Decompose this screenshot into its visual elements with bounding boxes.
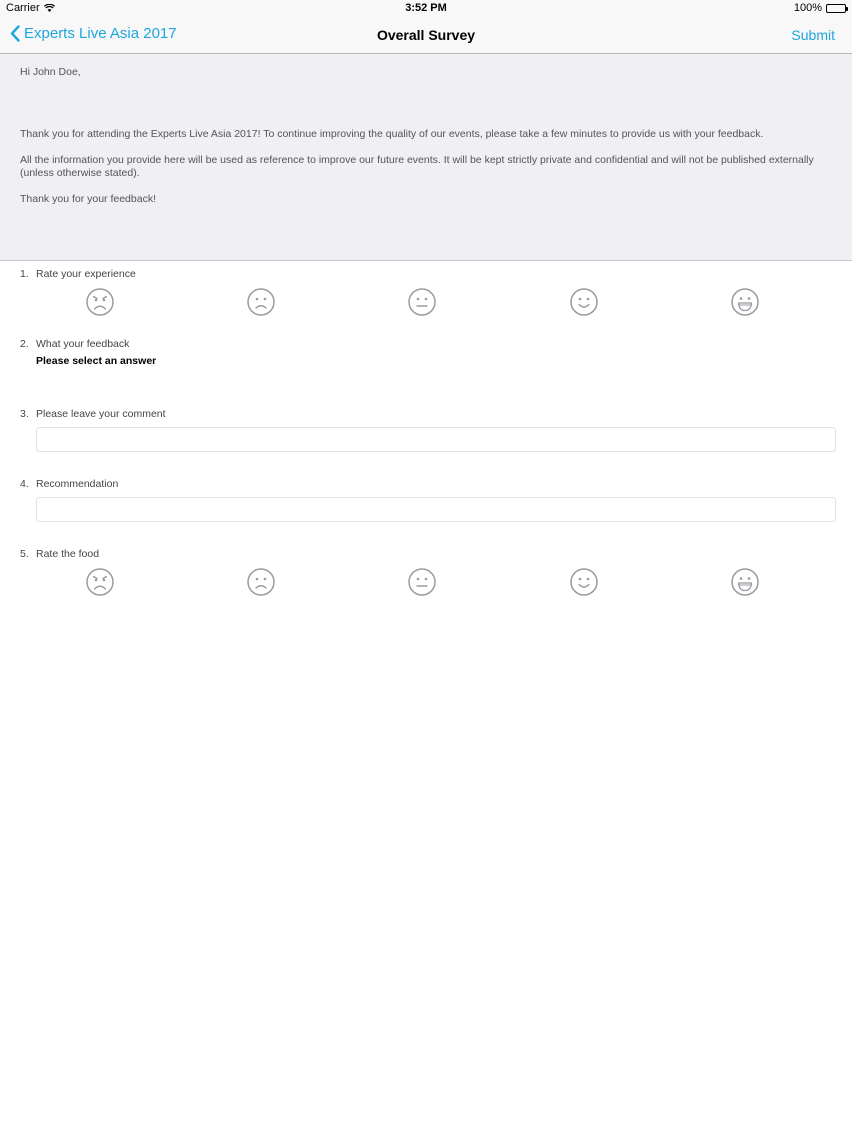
sad-face-icon[interactable]	[246, 567, 276, 597]
happy-face-icon[interactable]	[569, 287, 599, 317]
neutral-face-icon[interactable]	[407, 287, 437, 317]
very-happy-face-icon[interactable]	[730, 287, 760, 317]
question-number: 5.	[20, 548, 29, 560]
submit-button[interactable]: Submit	[791, 27, 835, 43]
neutral-face-icon[interactable]	[407, 567, 437, 597]
question-label: Please leave your comment	[36, 408, 166, 420]
question-label: Rate the food	[36, 548, 100, 560]
comment-input[interactable]	[36, 427, 836, 452]
very-sad-face-icon[interactable]	[85, 567, 115, 597]
recommendation-input[interactable]	[36, 497, 836, 522]
question-5	[20, 548, 836, 599]
question-3	[20, 408, 836, 452]
question-number: 2.	[20, 338, 29, 350]
battery-info	[794, 2, 846, 14]
very-happy-face-icon[interactable]	[730, 567, 760, 597]
status-time: 3:52 PM	[405, 2, 447, 14]
question-4	[20, 478, 836, 522]
happy-face-icon[interactable]	[569, 567, 599, 597]
page-title: Overall Survey	[376, 27, 476, 43]
rating-row-food	[20, 567, 836, 599]
select-answer-button[interactable]: Please select an answer	[36, 355, 157, 367]
intro-paragraph-3: Thank you for your feedback!	[20, 193, 156, 205]
greeting-text: Hi John Doe,	[20, 66, 81, 78]
rating-row-experience	[20, 287, 836, 319]
status-bar	[0, 0, 852, 18]
intro-paragraph-2: All the information you provide here will be used as reference to improve our future events. It will be kept strictly private and confidential and will not be published externally (unless otherwise stated).	[20, 154, 814, 179]
battery-percent: 100%	[793, 2, 822, 14]
question-2	[20, 338, 836, 367]
very-sad-face-icon[interactable]	[85, 287, 115, 317]
sad-face-icon[interactable]	[246, 287, 276, 317]
navigation-bar	[0, 18, 852, 54]
question-number: 4.	[20, 478, 29, 490]
question-number: 1.	[20, 268, 29, 280]
intro-paragraph-1: Thank you for attending the Experts Live Asia 2017! To continue improving the quality of our events, please take a few minutes to provide us with your feedback.	[20, 128, 764, 140]
survey-intro	[0, 54, 852, 261]
question-label: What your feedback	[36, 338, 130, 350]
back-button-label: Experts Live Asia 2017	[24, 25, 177, 42]
question-1	[20, 268, 836, 319]
battery-icon	[826, 4, 846, 13]
carrier-label: Carrier	[6, 2, 40, 14]
question-label: Recommendation	[36, 478, 119, 490]
question-number: 3.	[20, 408, 29, 420]
question-label: Rate your experience	[36, 268, 136, 280]
